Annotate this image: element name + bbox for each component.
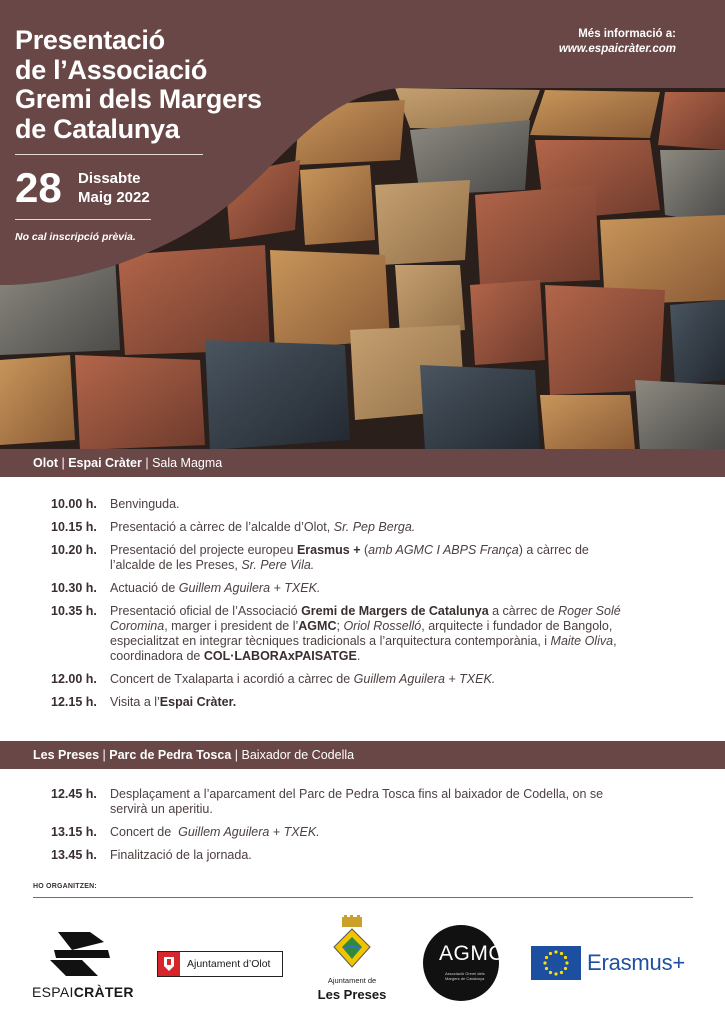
date-weekday: Dissabte bbox=[78, 170, 141, 187]
organizers-divider bbox=[33, 897, 693, 898]
agmc-subtitle: Associació Gremi dels Margers de Catalunya bbox=[445, 971, 485, 981]
schedule-time: 13.15 h. bbox=[51, 825, 97, 839]
schedule-desc bbox=[110, 543, 630, 573]
schedule-time: 10.00 h. bbox=[51, 497, 97, 511]
desc-text: ) a càrrec de l’alcalde de les Preses, bbox=[110, 543, 589, 572]
schedule-item bbox=[0, 520, 725, 535]
schedule-item bbox=[0, 825, 725, 840]
desc-text: , arquitecte i fundador de Bangolo, especialitzat en integrar tècniques tradicionals a l’arquitectura contemporània, i bbox=[110, 619, 613, 648]
eu-flag-icon bbox=[531, 946, 581, 980]
desc-text: Visita a l’ bbox=[110, 695, 160, 709]
schedule-desc bbox=[110, 581, 630, 596]
location-room: Sala Magma bbox=[152, 456, 223, 470]
schedule-item bbox=[0, 787, 725, 817]
schedule-time: 10.30 h. bbox=[51, 581, 97, 595]
schedule-item bbox=[0, 695, 725, 710]
schedule-time: 13.45 h. bbox=[51, 848, 97, 862]
schedule-desc bbox=[110, 520, 630, 535]
ajuntament-olot-logo bbox=[157, 951, 283, 977]
no-registration-note: No cal inscripció prèvia. bbox=[15, 231, 136, 243]
schedule-item bbox=[0, 543, 725, 573]
olot-wordmark: Ajuntament d’Olot bbox=[187, 958, 271, 970]
desc-italic: Sr. Pep Berga. bbox=[333, 520, 416, 534]
title-divider bbox=[15, 154, 203, 155]
agmc-logo bbox=[423, 925, 504, 1001]
desc-bold: Espai Cràter. bbox=[159, 695, 237, 709]
schedule-desc: Finalització de la jornada. bbox=[110, 848, 252, 862]
location-room: Baixador de Codella bbox=[241, 748, 355, 762]
date-day: 28 bbox=[15, 164, 62, 211]
location-venue: Parc de Pedra Tosca bbox=[109, 748, 232, 762]
location-venue: Espai Cràter bbox=[68, 456, 142, 470]
desc-text: Actuació de bbox=[110, 581, 179, 595]
desc-text: ( bbox=[360, 543, 369, 557]
date-details bbox=[78, 169, 150, 207]
preses-coat-of-arms-icon bbox=[332, 915, 372, 973]
schedule-time: 12.15 h. bbox=[51, 695, 97, 709]
location-place: Les Preses bbox=[33, 748, 100, 762]
schedule-time: 12.00 h. bbox=[51, 672, 97, 686]
schedule-item bbox=[0, 497, 725, 512]
title-line-4: de Catalunya bbox=[15, 113, 180, 144]
schedule-item bbox=[0, 604, 725, 664]
desc-text: Presentació a càrrec de l’alcalde d’Olot, bbox=[110, 520, 334, 534]
desc-text: Presentació del projecte europeu bbox=[110, 543, 297, 557]
schedule-olot bbox=[0, 497, 725, 718]
organizers-label: HO ORGANITZEN: bbox=[33, 883, 97, 890]
more-info bbox=[559, 27, 676, 57]
schedule-desc bbox=[110, 825, 630, 840]
date-divider bbox=[15, 219, 151, 220]
location-bar-les-preses: Les Preses | Parc de Pedra Tosca | Baixador de Codella bbox=[0, 741, 725, 769]
schedule-item bbox=[0, 581, 725, 596]
desc-text: , coordinadora de bbox=[110, 634, 617, 663]
event-title bbox=[15, 26, 262, 144]
schedule-les-preses bbox=[0, 787, 725, 871]
desc-text: Presentació oficial de l’Associació bbox=[110, 604, 302, 618]
espai-crater-logo-icon bbox=[32, 928, 128, 980]
desc-bold: AGMC bbox=[298, 619, 337, 633]
espai-crater-wordmark bbox=[32, 984, 134, 1000]
desc-text: ; bbox=[336, 619, 344, 633]
desc-italic: Guillem Aguilera + TXEK. bbox=[178, 581, 321, 595]
desc-italic: Maite Oliva bbox=[550, 634, 614, 648]
desc-italic: Guillem Aguilera + TXEK. bbox=[178, 825, 320, 839]
header-banner bbox=[0, 0, 725, 450]
schedule-item bbox=[0, 672, 725, 687]
desc-text: . bbox=[356, 649, 361, 663]
more-info-url[interactable]: www.espaicràter.com bbox=[558, 43, 676, 55]
desc-bold: COL·LABORAxPAISATGE bbox=[203, 649, 357, 663]
desc-italic: Sr. Pere Vila. bbox=[241, 558, 315, 572]
desc-italic: Guillem Aguilera + TXEK. bbox=[353, 672, 496, 686]
location-place: Olot bbox=[33, 456, 58, 470]
agmc-wordmark: AGMC bbox=[439, 942, 504, 965]
schedule-desc bbox=[110, 672, 630, 687]
more-info-label: Més informació a: bbox=[578, 28, 676, 40]
date-month-year: Maig 2022 bbox=[78, 189, 150, 206]
olot-shield-icon bbox=[158, 952, 180, 976]
erasmus-wordmark: Erasmus+ bbox=[587, 950, 686, 975]
schedule-time: 12.45 h. bbox=[51, 787, 97, 801]
desc-italic: Oriol Rosselló bbox=[343, 619, 422, 633]
schedule-desc: Benvinguda. bbox=[110, 497, 180, 511]
desc-text: a càrrec de bbox=[488, 604, 559, 618]
desc-text: Concert de Txalaparta i acordió a càrrec de bbox=[110, 672, 354, 686]
preses-wordmark-bottom: Les Preses bbox=[317, 987, 387, 1002]
desc-italic: amb AGMC I ABPS França bbox=[368, 543, 519, 557]
erasmus-plus-logo bbox=[531, 945, 697, 981]
desc-text: Concert de bbox=[110, 825, 179, 839]
desc-text: , marger i president de l’ bbox=[164, 619, 299, 633]
ajuntament-les-preses-logo bbox=[309, 915, 395, 1007]
desc-italic: Roger Solé Coromina bbox=[110, 604, 621, 633]
schedule-desc bbox=[110, 604, 630, 664]
schedule-time: 10.35 h. bbox=[51, 604, 97, 618]
crater-word-a: ESPAI bbox=[32, 984, 74, 1000]
schedule-desc bbox=[110, 695, 630, 710]
schedule-time: 10.15 h. bbox=[51, 520, 97, 534]
crater-word-b: CRÀTER bbox=[73, 984, 134, 1000]
title-line-1: Presentació bbox=[15, 25, 165, 55]
location-bar-olot: Olot | Espai Cràter | Sala Magma bbox=[0, 449, 725, 477]
schedule-item bbox=[0, 848, 725, 863]
espai-crater-logo bbox=[32, 928, 134, 1000]
preses-wordmark-top: Ajuntament de bbox=[327, 976, 377, 985]
title-line-3: Gremi dels Margers bbox=[15, 84, 262, 114]
schedule-time: 10.20 h. bbox=[51, 543, 97, 557]
schedule-desc: Desplaçament a l’aparcament del Parc de Pedra Tosca fins al baixador de Codella, on se servirà un aperitiu. bbox=[110, 787, 604, 816]
title-line-2: de l’Associació bbox=[15, 54, 208, 85]
desc-bold: Erasmus + bbox=[296, 543, 361, 557]
desc-bold: Gremi de Margers de Catalunya bbox=[301, 604, 489, 618]
